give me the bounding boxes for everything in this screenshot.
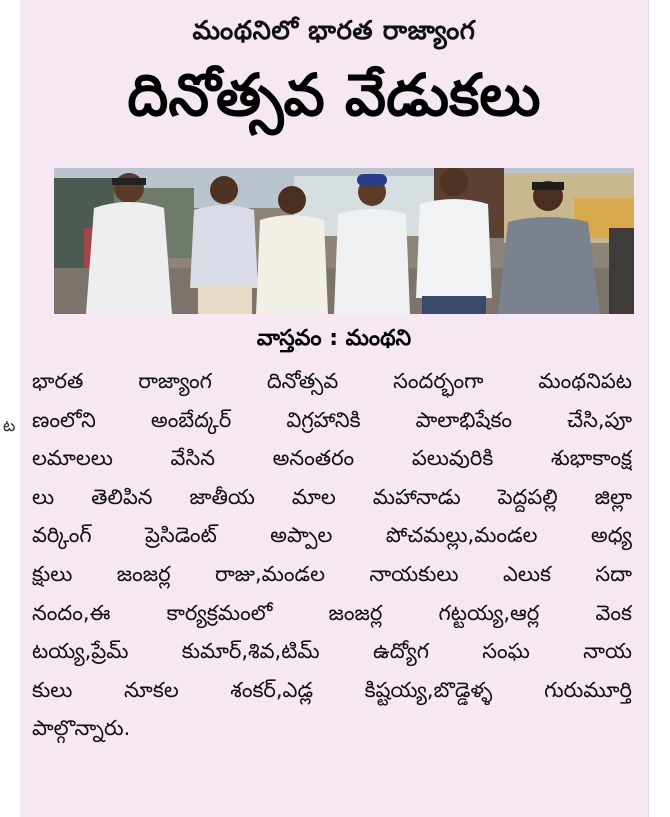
body-line: ణంలోని అంబేద్కర్ విగ్రహానికి పాలాభిషేకం చేసి,పూ: [32, 407, 632, 432]
news-photo: [54, 168, 634, 314]
body-line: లమాలలు వేసిన అనంతరం పలువురికి శుభాకాంక్ష: [32, 446, 632, 471]
body-line: కులు నూకల శంకర్,ఎడ్ల కిష్టయ్య,బొడ్డెళ్ళ గురుమూర్తి: [32, 677, 632, 702]
body-line: టయ్య,ప్రేమ్ కుమార్,శివ,టిమ్ ఉద్యోగ సంఘ నాయ: [32, 639, 632, 664]
headline-kicker: మంథనిలో భారత రాజ్యాంగ: [192, 16, 476, 46]
article-body: [32, 362, 632, 748]
body-line: లు తెలిపిన జాతీయ మాల మహానాడు పెద్దపల్లి జిల్లా: [32, 484, 632, 509]
dateline: వాస్తవం : మంథని: [256, 326, 412, 351]
body-line: క్షులు జంజర్ల రాజు,మండల నాయకులు ఎలుక సదా: [32, 561, 632, 586]
body-line: నందం,ఈ కార్యక్రమంలో జంజర్ల గట్టయ్య,ఆర్ల వెంక: [32, 600, 632, 625]
newspaper-clipping: [20, 0, 649, 817]
margin-mark: ట: [3, 416, 16, 435]
headline: దినోత్సవ వేడుకలు: [127, 61, 541, 129]
body-line: పాల్గొన్నారు.: [32, 716, 131, 741]
body-line: భారత రాజ్యాంగ దినోత్సవ సందర్భంగా మంథనిపట: [32, 369, 632, 393]
body-line: వర్కింగ్ ప్రెసిడెంట్ అప్పాల పోచమల్లు,మండల అధ్య: [32, 523, 632, 548]
